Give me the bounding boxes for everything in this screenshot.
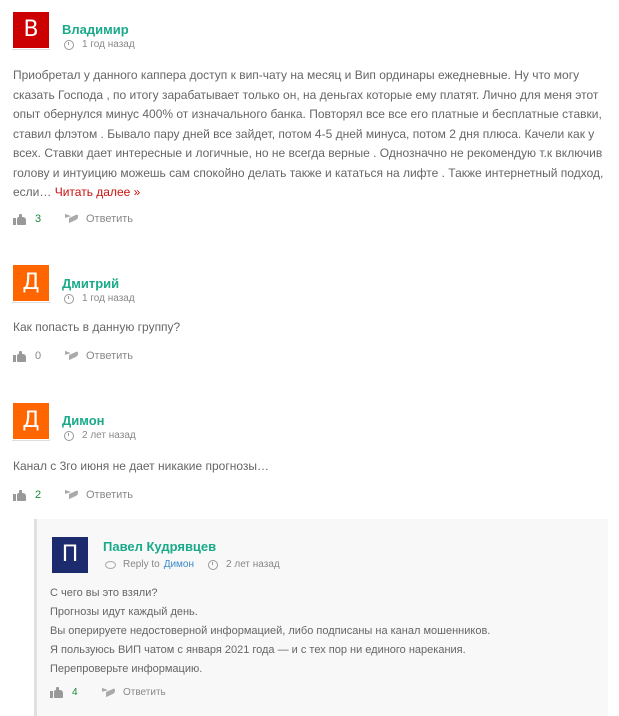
reply-to-label: Reply to — [123, 559, 160, 570]
avatar: П — [52, 537, 88, 573]
reply-button[interactable]: Ответить — [86, 489, 134, 501]
comment-time — [64, 293, 135, 304]
time-text: 1 год назад — [82, 39, 135, 50]
time-text: 2 лет назад — [82, 430, 136, 441]
reply-line: С чего вы это взяли? — [50, 587, 158, 599]
comment-text-body: Приобретал у данного каппера доступ к вип-чату на месяц и Вип ординары ежедневные. Ну что могу сказать Господа , по итогу зарабатывает только он, на деньгах которые ему платят. Лично для меня этот опыт обернулся минус 400% от изначального банка. Повторял все все его платные и бесплатные ставки, ставил флэтом . Бывало пару дней все зайдет, потом 4-5 дней минуса, потом 2 дня плюса. Качели как у всех. Ставки дает интересные и логичные, но не всегда верные . Однозначно не рекомендую т.к включив голову и интуицию можешь сам спокойно делать также и кататься на лифте . Также интернетный подход, если… — [13, 68, 604, 199]
comment-text: Канал с 3го июня не дает никакие прогнозы… — [13, 459, 270, 473]
reply-arrow-icon[interactable] — [65, 215, 78, 223]
vote-count: 0 — [35, 350, 42, 362]
avatar-underline — [12, 302, 50, 303]
comment-text — [13, 66, 608, 203]
avatar: В — [13, 12, 49, 48]
vote-count: 4 — [72, 687, 78, 698]
thumbs-up-icon[interactable] — [13, 490, 27, 501]
thumbs-up-icon[interactable] — [50, 687, 64, 698]
vote-count: 3 — [35, 213, 42, 225]
thumbs-up-icon[interactable] — [13, 214, 27, 225]
reply-line: Вы оперируете недостоверной информацией, либо подписаны на канал мошенников. — [50, 625, 491, 637]
reply-comment-pavel — [34, 519, 608, 716]
avatar: Д — [13, 265, 49, 301]
reply-line: Я пользуюсь ВИП чатом с января 2021 года — и с тех пор ни единого нарекания. — [50, 644, 466, 656]
reply-button[interactable]: Ответить — [86, 213, 134, 225]
clock-icon — [64, 40, 74, 50]
author-name[interactable]: Владимир — [62, 22, 129, 37]
avatar-underline — [12, 440, 50, 441]
vote-count: 2 — [35, 489, 42, 501]
clock-icon — [64, 294, 74, 304]
reply-meta — [105, 559, 280, 570]
time-text: 1 год назад — [82, 293, 135, 304]
avatar-underline — [12, 49, 50, 50]
author-name[interactable]: Димон — [62, 413, 105, 428]
reply-line: Прогнозы идут каждый день. — [50, 606, 198, 618]
reply-to-link[interactable]: Димон — [163, 559, 195, 570]
thumbs-up-icon[interactable] — [13, 351, 27, 362]
author-name[interactable]: Дмитрий — [62, 276, 120, 291]
reply-button[interactable]: Ответить — [86, 350, 134, 362]
speech-bubble-icon — [105, 561, 116, 569]
comment-actions — [13, 489, 133, 501]
comment-time — [64, 39, 135, 50]
time-text: 2 лет назад — [226, 559, 280, 570]
reply-arrow-icon[interactable] — [65, 352, 78, 360]
comment-actions — [13, 350, 133, 362]
comment-text: Как попасть в данную группу? — [13, 320, 181, 334]
read-more-link[interactable]: Читать далее » — [54, 185, 141, 199]
comment-actions — [13, 213, 133, 225]
reply-arrow-icon[interactable] — [102, 689, 115, 697]
reply-text — [50, 584, 590, 679]
clock-icon — [208, 560, 218, 570]
clock-icon — [64, 431, 74, 441]
avatar: Д — [13, 403, 49, 439]
reply-button[interactable]: Ответить — [123, 687, 166, 698]
reply-line: Перепроверьте информацию. — [50, 663, 203, 675]
reply-actions — [50, 687, 166, 698]
comment-time — [64, 430, 136, 441]
author-name[interactable]: Павел Кудрявцев — [103, 539, 217, 554]
reply-arrow-icon[interactable] — [65, 491, 78, 499]
